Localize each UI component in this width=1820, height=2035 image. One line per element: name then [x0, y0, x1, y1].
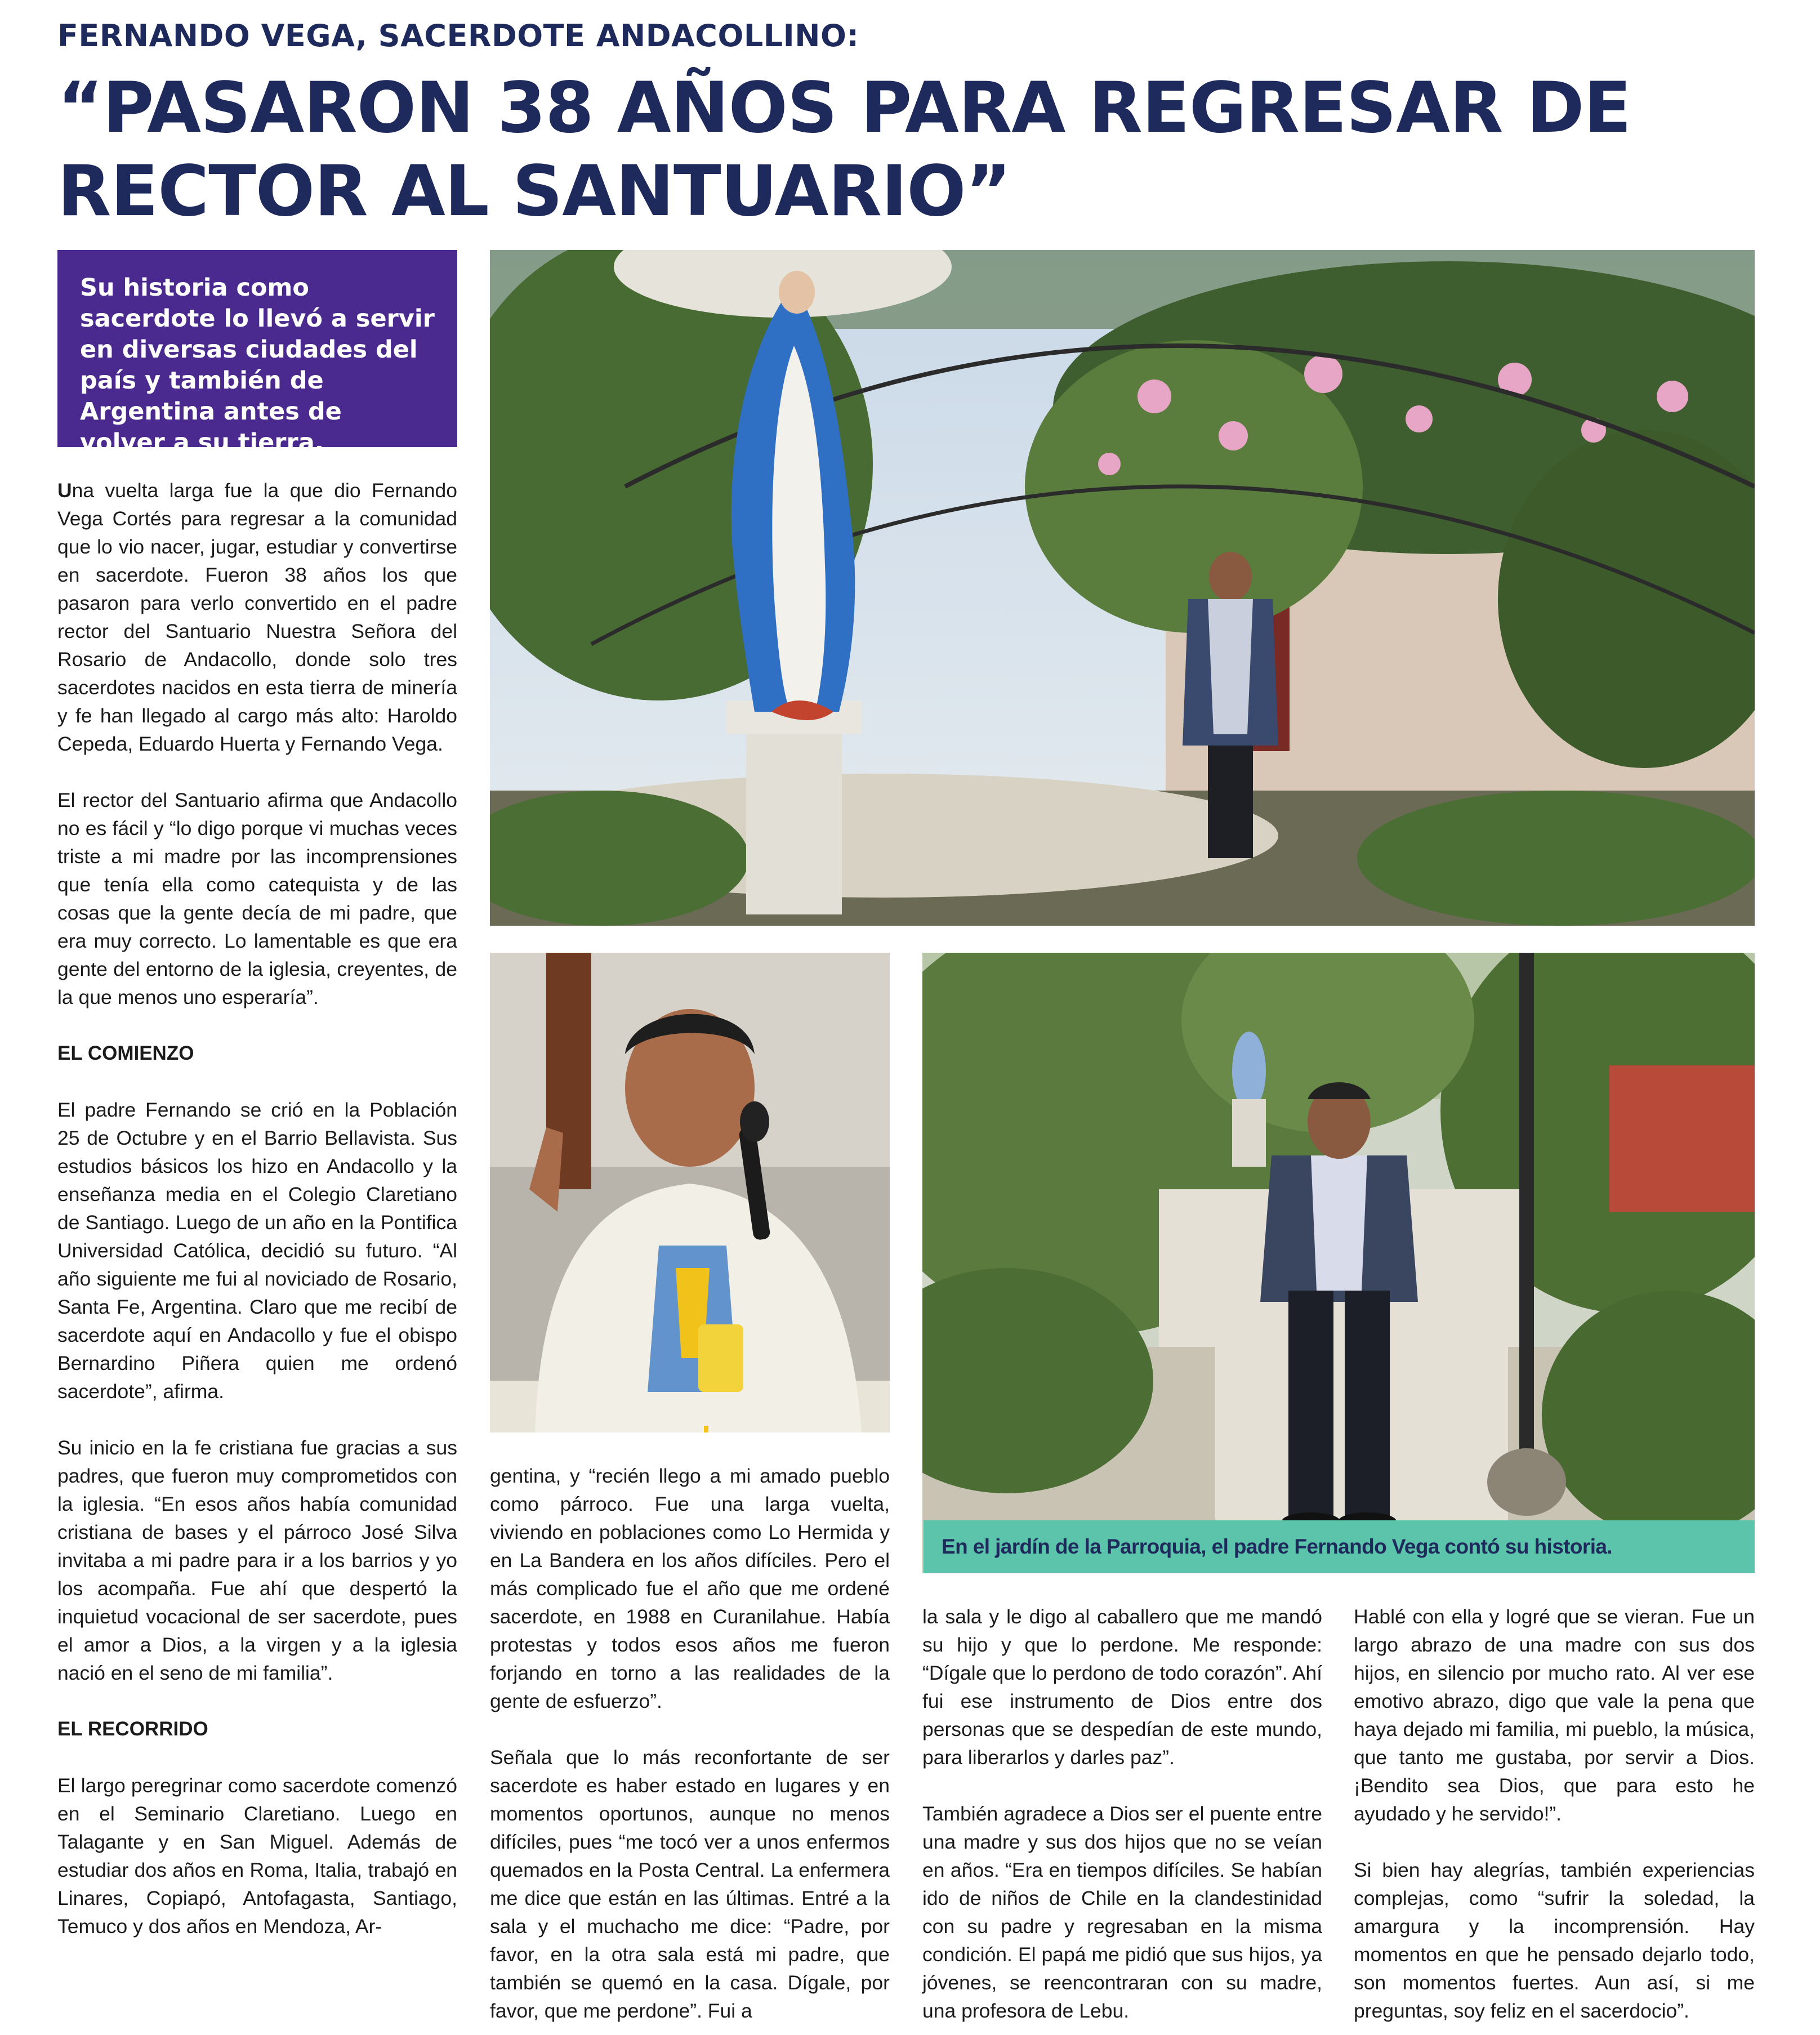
drop-cap: U: [57, 479, 72, 502]
section-heading-recorrido: EL RECORRIDO: [57, 1718, 208, 1740]
paragraph: la sala y le digo al caballero que me mandó su hijo y que lo perdone. Me responde: “Dígale que lo perdono de todo corazón”. Ahí fui ese instrumento de Dios entre dos personas que se despedían de este mundo, para liberarlos y darles paz”.: [922, 1605, 1322, 1769]
paragraph: gentina, y “recién llego a mi amado pueblo como párroco. Fue una larga vuelta, viviendo en poblaciones como Lo Hermida y en La Bandera en los años difíciles. Pero el más complicado fue el año que me ordené sacerdote, en 1988 en Curanilahue. Había protestas y todos esos años me fueron forjando en torno a las realidades de la gente de esfuerzo”.: [490, 1465, 890, 1712]
paragraph: Hablé con ella y logré que se vieran. Fue un largo abrazo de una madre con sus dos hijos, en silencio por mucho rato. Al ver ese emotivo abrazo, digo que vale la pena que haya dejado mi familia, mi pueblo, la música, que tanto me gustaba, por servir a Dios. ¡Bendito sea Dios, que para esto he ayudado y he servido!”.: [1354, 1605, 1755, 1825]
paragraph-intro-text: na vuelta larga fue la que dio Fernando Vega Cortés para regresar a la comunidad que lo vio nacer, jugar, estudiar y convertirse en sacerdote. Fueron 38 años los que pasaron para verlo convertido en el padre rector del Santuario Nuestra Señora del Rosario de Andacollo, donde solo tres sacerdotes nacidos en esta tierra de minería y fe han llegado al cargo más alto: Haroldo Cepeda, Eduardo Huerta y Fernando Vega.: [57, 479, 457, 755]
photo-statue-garden: [490, 250, 1755, 926]
lede-text: Su historia como sacerdote lo llevó a servir en diversas ciudades del país y también de Argentina antes de volver a su tierra.: [80, 274, 435, 457]
photo-priest-garden: [922, 953, 1755, 1573]
paragraph: Señala que lo más reconfortante de ser sacerdote es haber estado en lugares y en momentos oportunos, aunque no menos difíciles, pues “me tocó ver a unos enfermos quemados en la Posta Central. La enfermera me dice que están en las últimas. Entré a la sala y el muchacho me dice: “Padre, por favor, en la otra sala está mi padre, que también se quemó en la casa. Dígale, por favor, que me perdone”. Fui a: [490, 1746, 890, 2022]
paragraph: Su inicio en la fe cristiana fue gracias a sus padres, que fueron muy comprometidos con la iglesia. “En esos años había comunidad cristiana de bases y el párroco José Silva invitaba a mi padre para ir a los barrios y yo los acompaña. Fue ahí que despertó la inquietud vocacional de ser sacerdote, pues el amor a Dios, a la virgen y a la iglesia nació en el seno de mi familia”.: [57, 1436, 457, 1684]
article-headline: “PASARON 38 AÑOS PARA REGRESAR DE RECTOR AL SANTUARIO”: [57, 68, 1631, 232]
article-column-1: [57, 476, 457, 1940]
paragraph: El rector del Santuario afirma que Andacollo no es fácil y “lo digo porque vi muchas veces triste a mi madre por las incomprensiones que tenía ella como catequista y de las cosas que la gente decía de mi padre, que era muy correcto. Lo lamentable es que era gente del entorno de la iglesia, creyentes, de la que menos uno esperaría”.: [57, 789, 457, 1008]
photo-statue-garden-image: [490, 250, 1755, 926]
article-column-2: [490, 1462, 890, 2025]
article-column-4: [1354, 1603, 1755, 2025]
article-column-3: [922, 1603, 1322, 2025]
paragraph-intro: [57, 476, 457, 758]
article-kicker: FERNANDO VEGA, SACERDOTE ANDACOLLINO:: [57, 18, 859, 53]
photo-caption: En el jardín de la Parroquia, el padre Fernando Vega contó su historia.: [924, 1520, 1755, 1573]
paragraph: El padre Fernando se crió en la Población 25 de Octubre y en el Barrio Bellavista. Sus estudios básicos los hizo en Andacollo y la enseñanza media en el Colegio Claretiano de Santiago. Luego de un año en la Pontifica Universidad Católica, decidió su futuro. “Al año siguiente me fui al noviciado de Rosario, Santa Fe, Argentina. Claro que me recibí de sacerdote aquí en Andacollo y fue el obispo Bernardino Piñera quien me ordenó sacerdote”, afirma.: [57, 1099, 457, 1403]
photo-priest-preaching-image: [490, 953, 890, 1432]
section-heading-comienzo: EL COMIENZO: [57, 1042, 194, 1064]
photo-priest-preaching: [490, 953, 890, 1432]
photo-priest-garden-image: [922, 953, 1755, 1573]
paragraph: Si bien hay alegrías, también experiencias complejas, como “sufrir la soledad, la amargura y la incomprensión. Hay momentos en que he pensado dejarlo todo, son momentos fuertes. Aun así, si me preguntas, soy feliz en el sacerdocio”.: [1354, 1859, 1755, 2022]
paragraph: También agradece a Dios ser el puente entre una madre y sus dos hijos que no se veían en años. “Era en tiempos difíciles. Se habían ido de niños de Chile en la clandestinidad con su padre y regresaban en la misma condición. El papá me pidió que sus hijos, ya jóvenes, se reencontraran con su madre, una profesora de Lebu.: [922, 1802, 1322, 2022]
paragraph: El largo peregrinar como sacerdote comenzó en el Seminario Claretiano. Luego en Talagante y en San Miguel. Además de estudiar dos años en Roma, Italia, trabajó en Linares, Copiapó, Antofagasta, Santiago, Temuco y dos años en Mendoza, Ar-: [57, 1774, 457, 1938]
lede-box: [57, 250, 457, 457]
